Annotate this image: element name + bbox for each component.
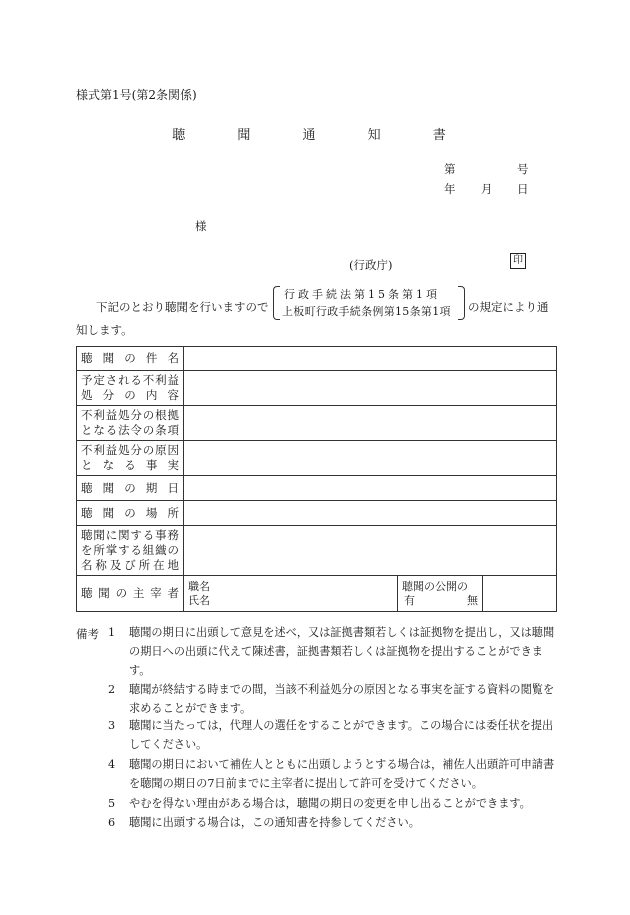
row-value[interactable] [184,371,557,406]
note-text: 聴聞の期日に出頭して意見を述べ，又は証拠書類若しくは証拠物を提出し，又は聴聞の期日への出頭に代えて陳述書，証拠書類若しくは証拠物を提出することができます。 [129,626,555,677]
date-year: 年 [444,182,456,196]
table-row [77,441,557,476]
hearing-table [76,346,557,612]
table-row [77,576,557,612]
presider-name-cell[interactable] [184,576,398,612]
document-title: 聴 聞 通 知 書 [172,128,470,143]
note-number: 4 [108,758,116,771]
table-row [77,347,557,371]
row-value[interactable] [184,501,557,526]
agency-label: (行政庁) [349,258,393,272]
seal-mark: 印 [510,253,526,269]
row-value[interactable] [184,406,557,441]
body-text-post: の規定により通 [468,300,549,314]
row-value[interactable] [184,476,557,501]
row-label: 予定される不利益 処 分 の 内 容 [77,371,184,406]
form-number: 様式第1号(第2条関係) [76,88,197,102]
public-options [402,594,478,608]
row-value[interactable] [184,441,557,476]
date-day: 日 [517,182,529,196]
date-month: 月 [481,182,493,196]
public-label: 聴聞の公開の [402,579,468,593]
public-yes: 有 [404,593,415,607]
row-label: 聴 聞 の 件 名 [77,347,184,371]
row-label: 不利益処分の原因 と な る 事 実 [77,441,184,476]
note-number: 2 [108,683,116,696]
public-label-cell [398,576,483,612]
note-text: 聴聞に当たっては，代理人の選任をすることができます。この場合には委任状を提出してください。 [129,719,554,751]
body-text-pre: 下記のとおり聴聞を行いますので [96,300,269,314]
note-item [93,680,558,718]
note-number: 6 [108,816,116,829]
body-text-line2: 知します。 [76,323,133,337]
table-row [77,406,557,441]
public-no: 無 [467,593,478,607]
table-row [77,501,557,526]
presider-name-label: 氏名 [188,593,210,607]
number-go: 号 [517,162,529,176]
note-text: 聴聞に出頭する場合は，この通知書を持参してください。 [129,816,420,829]
public-value[interactable] [483,576,557,612]
law-reference-1: 行政手続法第15条第1項 [284,288,440,301]
row-label: 聴 聞 の 主 宰 者 [77,576,184,612]
note-item [93,794,558,813]
note-text: 聴聞が終結する時までの間，当該不利益処分の原因となる事実を証する資料の閲覧を求めることができます。 [129,683,555,715]
row-label: 聴 聞 の 場 所 [77,501,184,526]
table-row [77,476,557,501]
note-number: 1 [108,626,116,639]
row-value[interactable] [184,347,557,371]
note-number: 5 [108,797,116,810]
number-dai: 第 [444,162,456,176]
presider-title-label: 職名 [188,579,210,593]
notes-heading: 備考 [76,627,99,641]
row-label: 聴聞に関する事務 を所掌する組織の 名称及び所在地 [77,526,184,576]
note-item [93,755,558,793]
note-text: やむを得ない理由がある場合は，聴聞の期日の変更を申し出ることができます。 [129,797,531,810]
row-label: 聴 聞 の 期 日 [77,476,184,501]
note-item [93,716,558,754]
brace-left [273,286,280,320]
note-item [93,623,558,680]
row-value[interactable] [184,526,557,576]
table-row [77,371,557,406]
table-row [77,526,557,576]
row-label: 不利益処分の根拠 となる法令の条項 [77,406,184,441]
note-text: 聴聞の期日において補佐人とともに出頭しようとする場合は，補佐人出頭許可申請書を聴聞の期日の7日前までに主宰者に提出して許可を受けてください。 [129,758,555,790]
addressee-suffix: 様 [195,219,207,233]
note-number: 3 [108,719,116,732]
brace-right [458,286,465,320]
note-item [93,813,558,832]
law-reference-2: 上板町行政手続条例第15条第1項 [282,305,451,318]
